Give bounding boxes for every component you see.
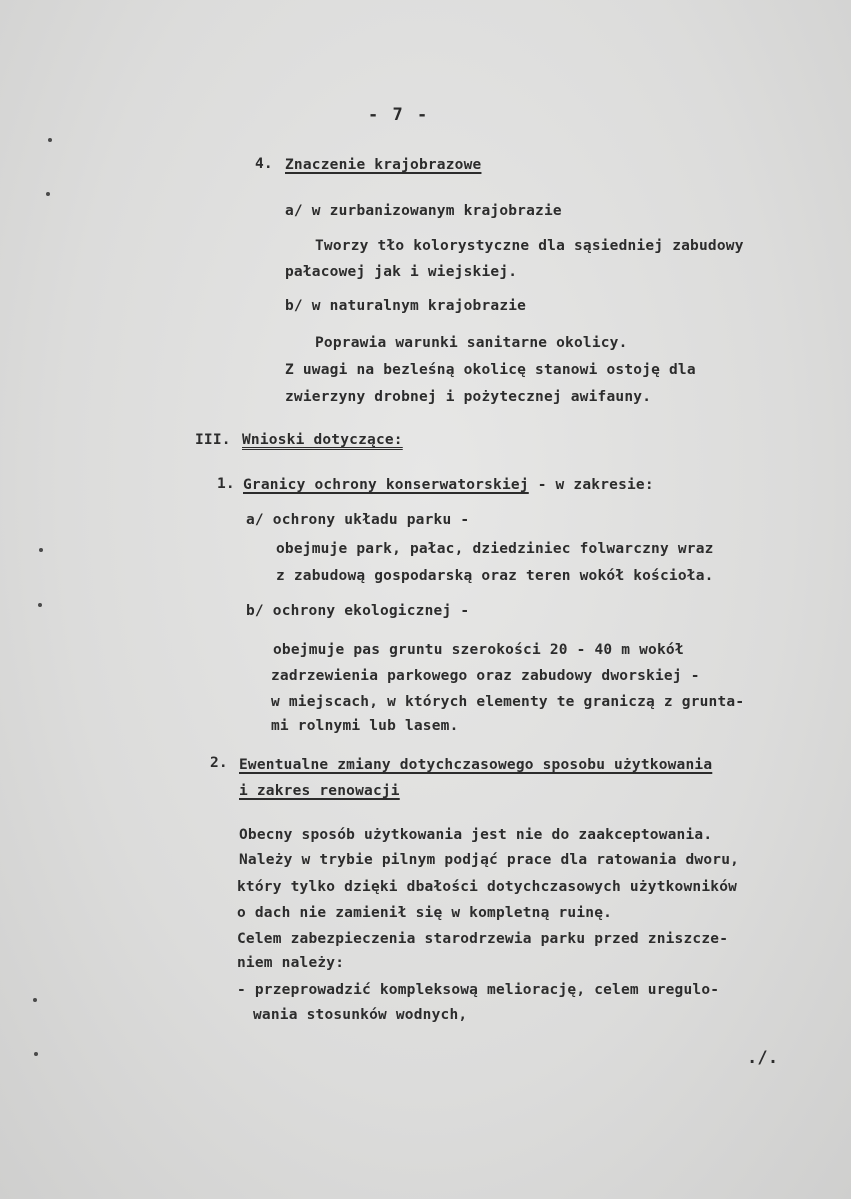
point-2-text-3: który tylko dzięki dbałości dotychczasowych użytkowników (237, 879, 738, 895)
point-1-title-rest: - w zakresie: (528, 477, 654, 493)
margin-mark (39, 548, 43, 552)
point-1-b-text-1: obejmuje pas gruntu szerokości 20 - 40 m wokół (273, 642, 684, 658)
section-4-b-text-3: zwierzyny drobnej i pożytecznej awifauny. (285, 389, 652, 405)
section-4-b-text-2: Z uwagi na bezleśną okolicę stanowi ostoję dla (285, 362, 696, 378)
point-2-bullet-1: - przeprowadzić kompleksową meliorację, celem uregulo- (237, 982, 720, 998)
point-1-title-row (243, 476, 654, 494)
point-1-number: 1. (217, 476, 235, 492)
margin-mark (34, 1052, 38, 1056)
section-4-title: Znaczenie krajobrazowe (285, 157, 482, 173)
margin-mark (33, 998, 37, 1002)
section-4-number: 4. (255, 156, 273, 172)
point-1-b-text-2: zadrzewienia parkowego oraz zabudowy dworskiej - (271, 668, 700, 684)
section-4-a-text-1: Tworzy tło kolorystyczne dla sąsiedniej zabudowy (315, 238, 744, 254)
section-4-b-text-1: Poprawia warunki sanitarne okolicy. (315, 335, 628, 351)
point-2-number: 2. (210, 755, 228, 771)
point-1-b-text-4: mi rolnymi lub lasem. (271, 718, 459, 734)
section-4-b-label: b/ w naturalnym krajobrazie (285, 298, 527, 314)
point-2-text-5: Celem zabezpieczenia starodrzewia parku przed zniszcze- (237, 931, 729, 947)
point-2-text-6: niem należy: (237, 955, 345, 971)
point-1-title: Granicy ochrony konserwatorskiej (243, 477, 529, 493)
point-2-title-1: Ewentualne zmiany dotychczasowego sposobu użytkowania (239, 757, 713, 773)
margin-mark (38, 603, 42, 607)
margin-mark (46, 192, 50, 196)
page-number: - 7 - (368, 105, 430, 125)
point-1-b-text-3: w miejscach, w których elementy te graniczą z grunta- (271, 694, 745, 710)
point-2-title-2: i zakres renowacji (239, 783, 400, 799)
section-III-title: Wnioski dotyczące: (242, 432, 403, 448)
point-1-b-label: b/ ochrony ekologicznej - (246, 603, 470, 619)
point-1-a-text-2: z zabudową gospodarską oraz teren wokół kościoła. (276, 568, 714, 584)
point-1-a-label: a/ ochrony układu parku - (246, 512, 470, 528)
point-2-text-2: Należy w trybie pilnym podjąć prace dla ratowania dworu, (239, 852, 740, 868)
margin-mark (48, 138, 52, 142)
section-III-number: III. (195, 432, 231, 448)
point-2-text-1: Obecny sposób użytkowania jest nie do zaakceptowania. (239, 827, 713, 843)
point-2-text-4: o dach nie zamienił się w kompletną ruinę. (237, 905, 613, 921)
continuation-mark: ./. (747, 1048, 779, 1068)
point-2-bullet-1-continued: wania stosunków wodnych, (253, 1007, 468, 1023)
point-1-a-text-1: obejmuje park, pałac, dziedziniec folwarczny wraz (276, 541, 714, 557)
section-4-a-text-2: pałacowej jak i wiejskiej. (285, 264, 518, 280)
section-4-a-label: a/ w zurbanizowanym krajobrazie (285, 203, 562, 219)
